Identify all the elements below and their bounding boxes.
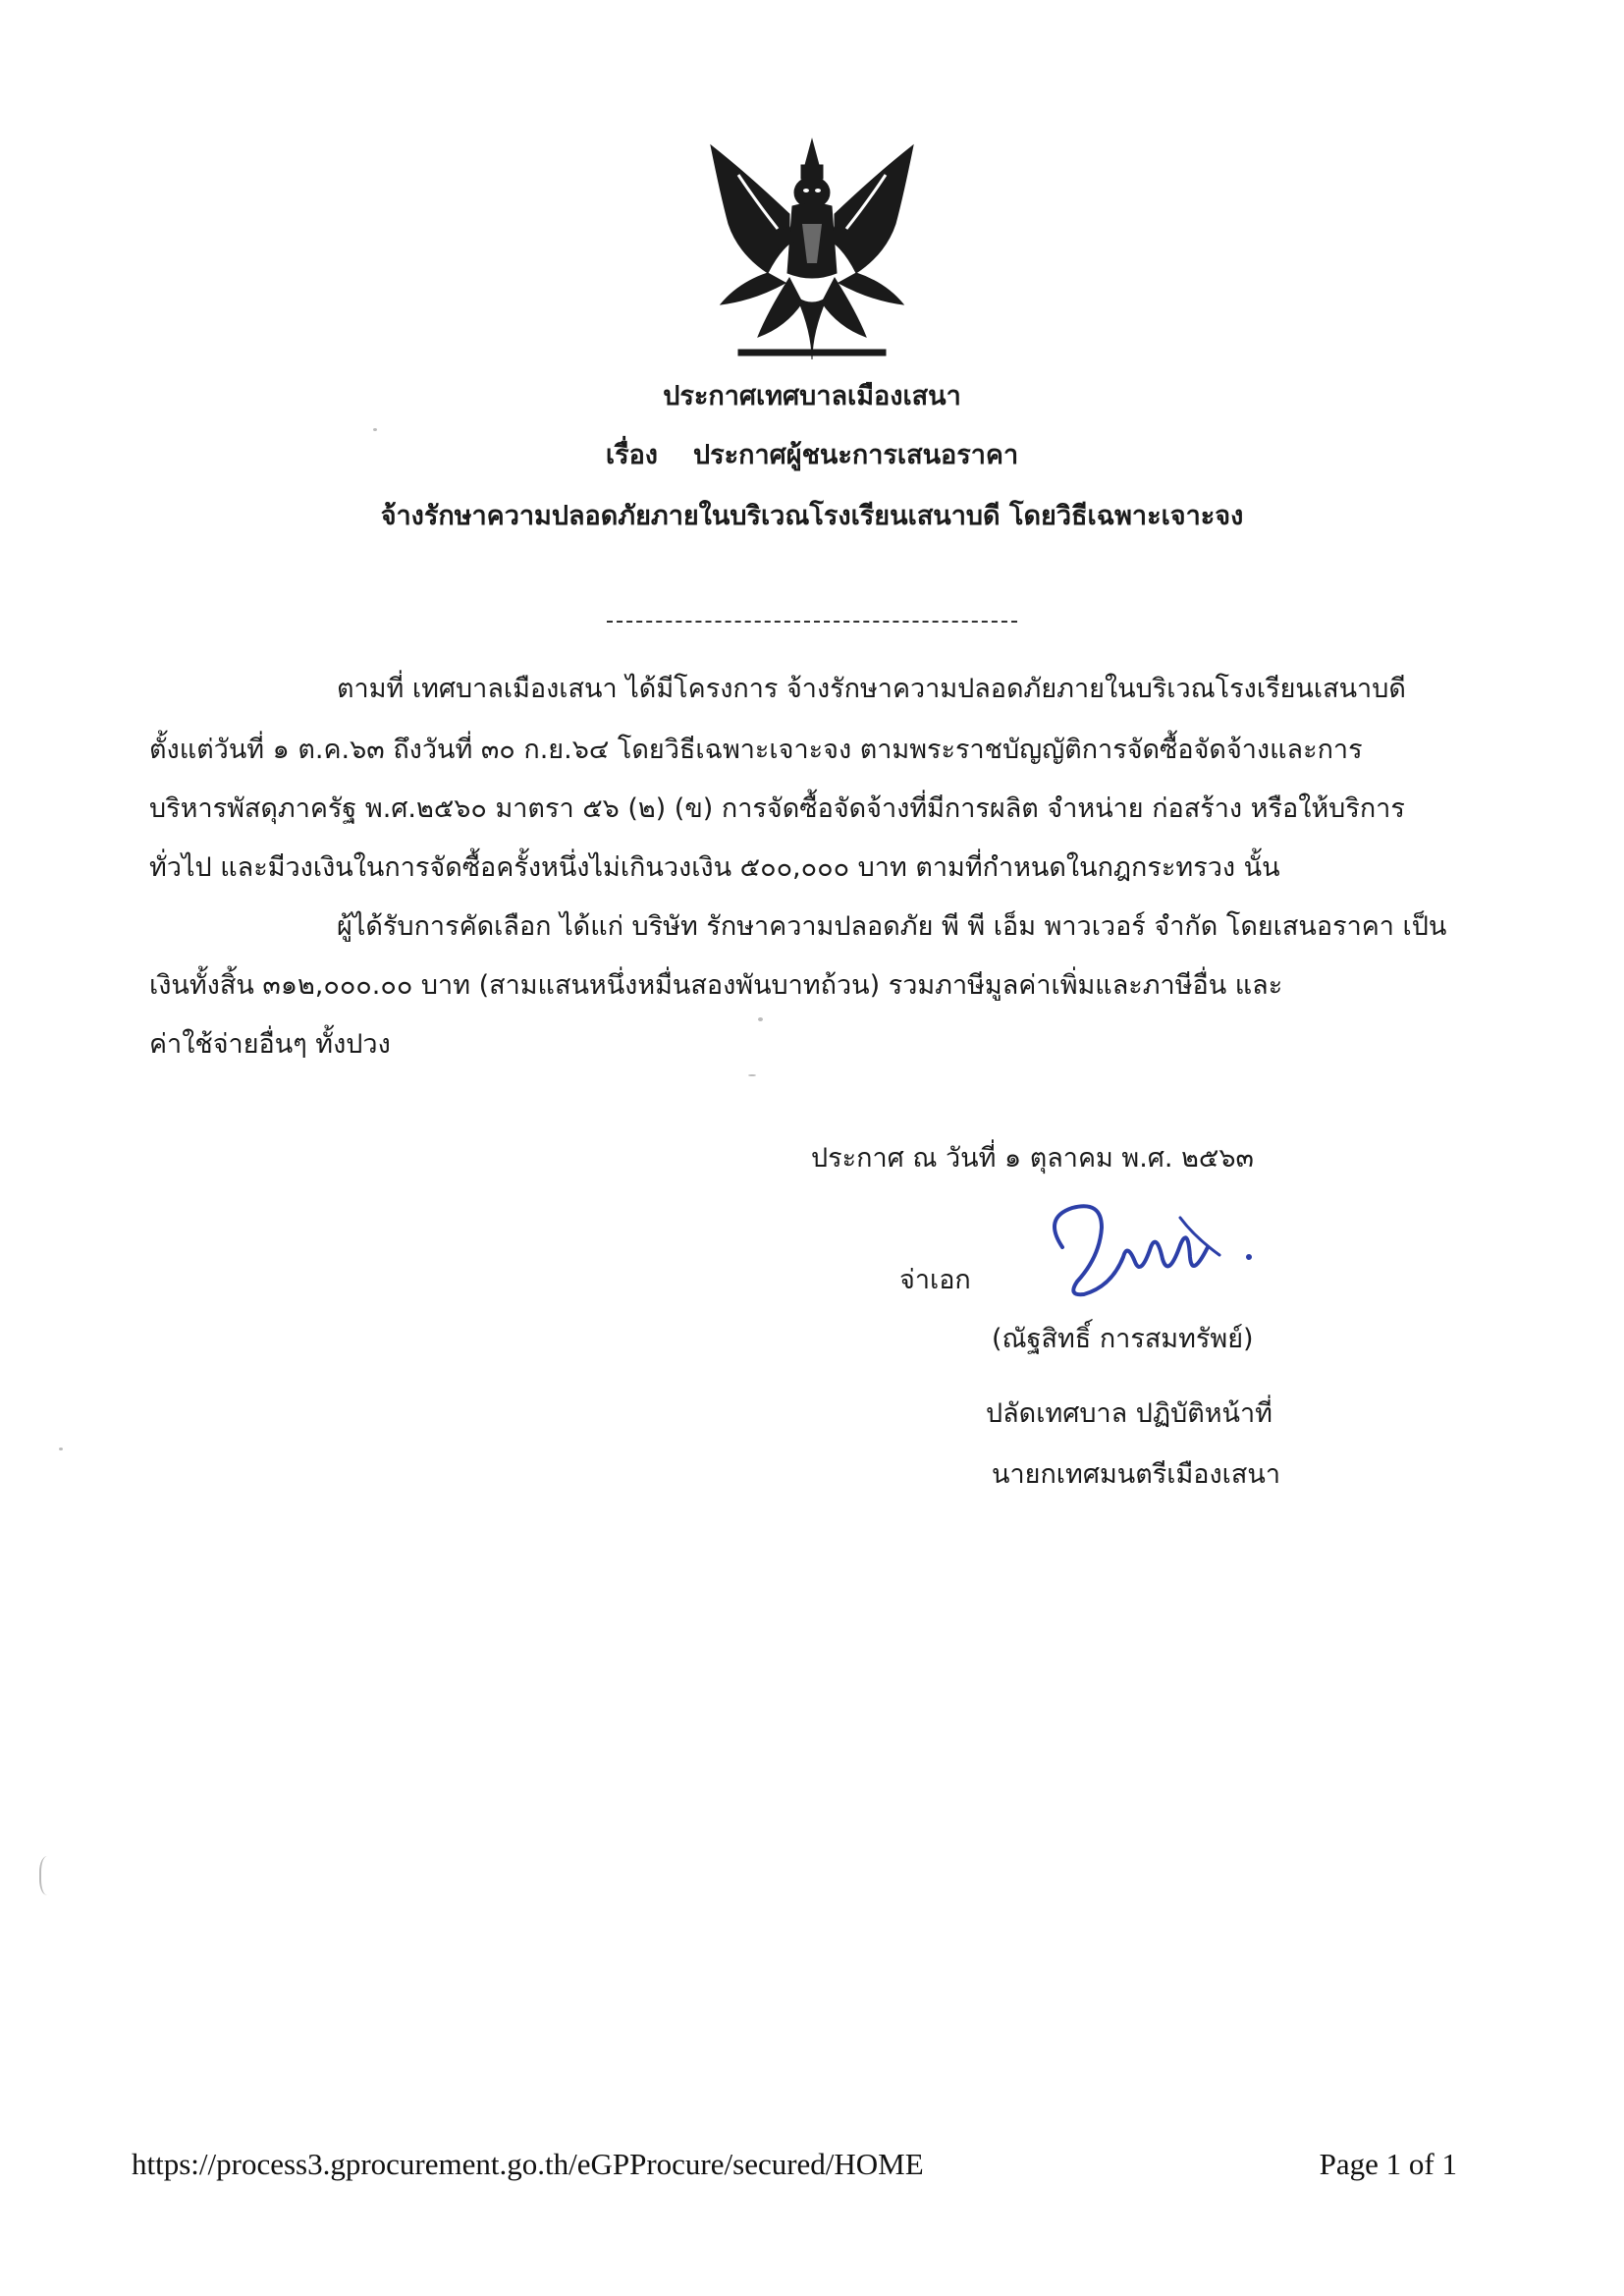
paragraph2-line: ผู้ได้รับการคัดเลือก ได้แก่ บริษัท รักษาความปลอดภัย พี พี เอ็ม พาวเวอร์ จำกัด โดยเสนอราคา เป็น bbox=[337, 911, 1447, 942]
signer-position-2: นายกเทศมนตรีเมืองเสนา bbox=[992, 1459, 1280, 1490]
signer-name: (ณัฐสิทธิ์ การสมทรัพย์) bbox=[992, 1324, 1254, 1354]
footer-url: https://process3.gprocurement.go.th/eGPProcure/secured/HOME bbox=[132, 2147, 924, 2181]
paragraph2-line: เงินทั้งสิ้น ๓๑๒,๐๐๐.๐๐ บาท (สามแสนหนึ่งหมื่นสองพันบาทถ้วน) รวมภาษีมูลค่าเพิ่มและภาษีอื่น และ bbox=[149, 970, 1283, 1001]
paragraph1-line: ตั้งแต่วันที่ ๑ ต.ค.๖๓ ถึงวันที่ ๓๐ ก.ย.๖๔ โดยวิธีเฉพาะเจาะจง ตามพระราชบัญญัติการจัดซื้อจัดจ้างและการ bbox=[149, 735, 1363, 765]
subject-text: ประกาศผู้ชนะการเสนอราคา bbox=[692, 440, 1019, 470]
handwritten-signature bbox=[1033, 1188, 1269, 1316]
scan-speck bbox=[373, 428, 377, 431]
project-title: จ้างรักษาความปลอดภัยภายในบริเวณโรงเรียนเสนาบดี โดยวิธีเฉพาะเจาะจง bbox=[380, 501, 1244, 531]
signer-position-1: ปลัดเทศบาล ปฏิบัติหน้าที่ bbox=[986, 1398, 1272, 1429]
header-divider bbox=[607, 621, 1017, 623]
scan-speck bbox=[59, 1448, 63, 1450]
scan-speck bbox=[748, 1074, 756, 1076]
announcement-date: ประกาศ ณ วันที่ ๑ ตุลาคม พ.ศ. ๒๕๖๓ bbox=[811, 1143, 1254, 1174]
subject-line bbox=[0, 438, 1624, 473]
footer-page-indicator: Page 1 of 1 bbox=[1319, 2147, 1457, 2181]
paragraph1-line: ทั่วไป และมีวงเงินในการจัดซื้อครั้งหนึ่งไม่เกินวงเงิน ๕๐๐,๐๐๐ บาท ตามที่กำหนดในกฎกระทรวง นั้น bbox=[149, 852, 1280, 883]
copy-mark: จ่าเอก bbox=[899, 1265, 971, 1295]
scan-speck bbox=[39, 1856, 59, 1895]
scan-speck bbox=[758, 1017, 763, 1021]
paragraph1-line: ตามที่ เทศบาลเมืองเสนา ได้มีโครงการ จ้างรักษาความปลอดภัยภายในบริเวณโรงเรียนเสนาบดี bbox=[337, 674, 1406, 704]
organization-title: ประกาศเทศบาลเมืองเสนา bbox=[663, 381, 961, 411]
paragraph2-line: ค่าใช้จ่ายอื่นๆ ทั้งปวง bbox=[149, 1029, 391, 1060]
paragraph1-line: บริหารพัสดุภาครัฐ พ.ศ.๒๕๖๐ มาตรา ๕๖ (๒) (ข) การจัดซื้อจัดจ้างที่มีการผลิต จำหน่าย ก่อสร้าง หรือให้บริการ bbox=[149, 793, 1405, 824]
garuda-emblem-icon bbox=[699, 136, 925, 366]
subject-label: เรื่อง bbox=[605, 440, 658, 470]
